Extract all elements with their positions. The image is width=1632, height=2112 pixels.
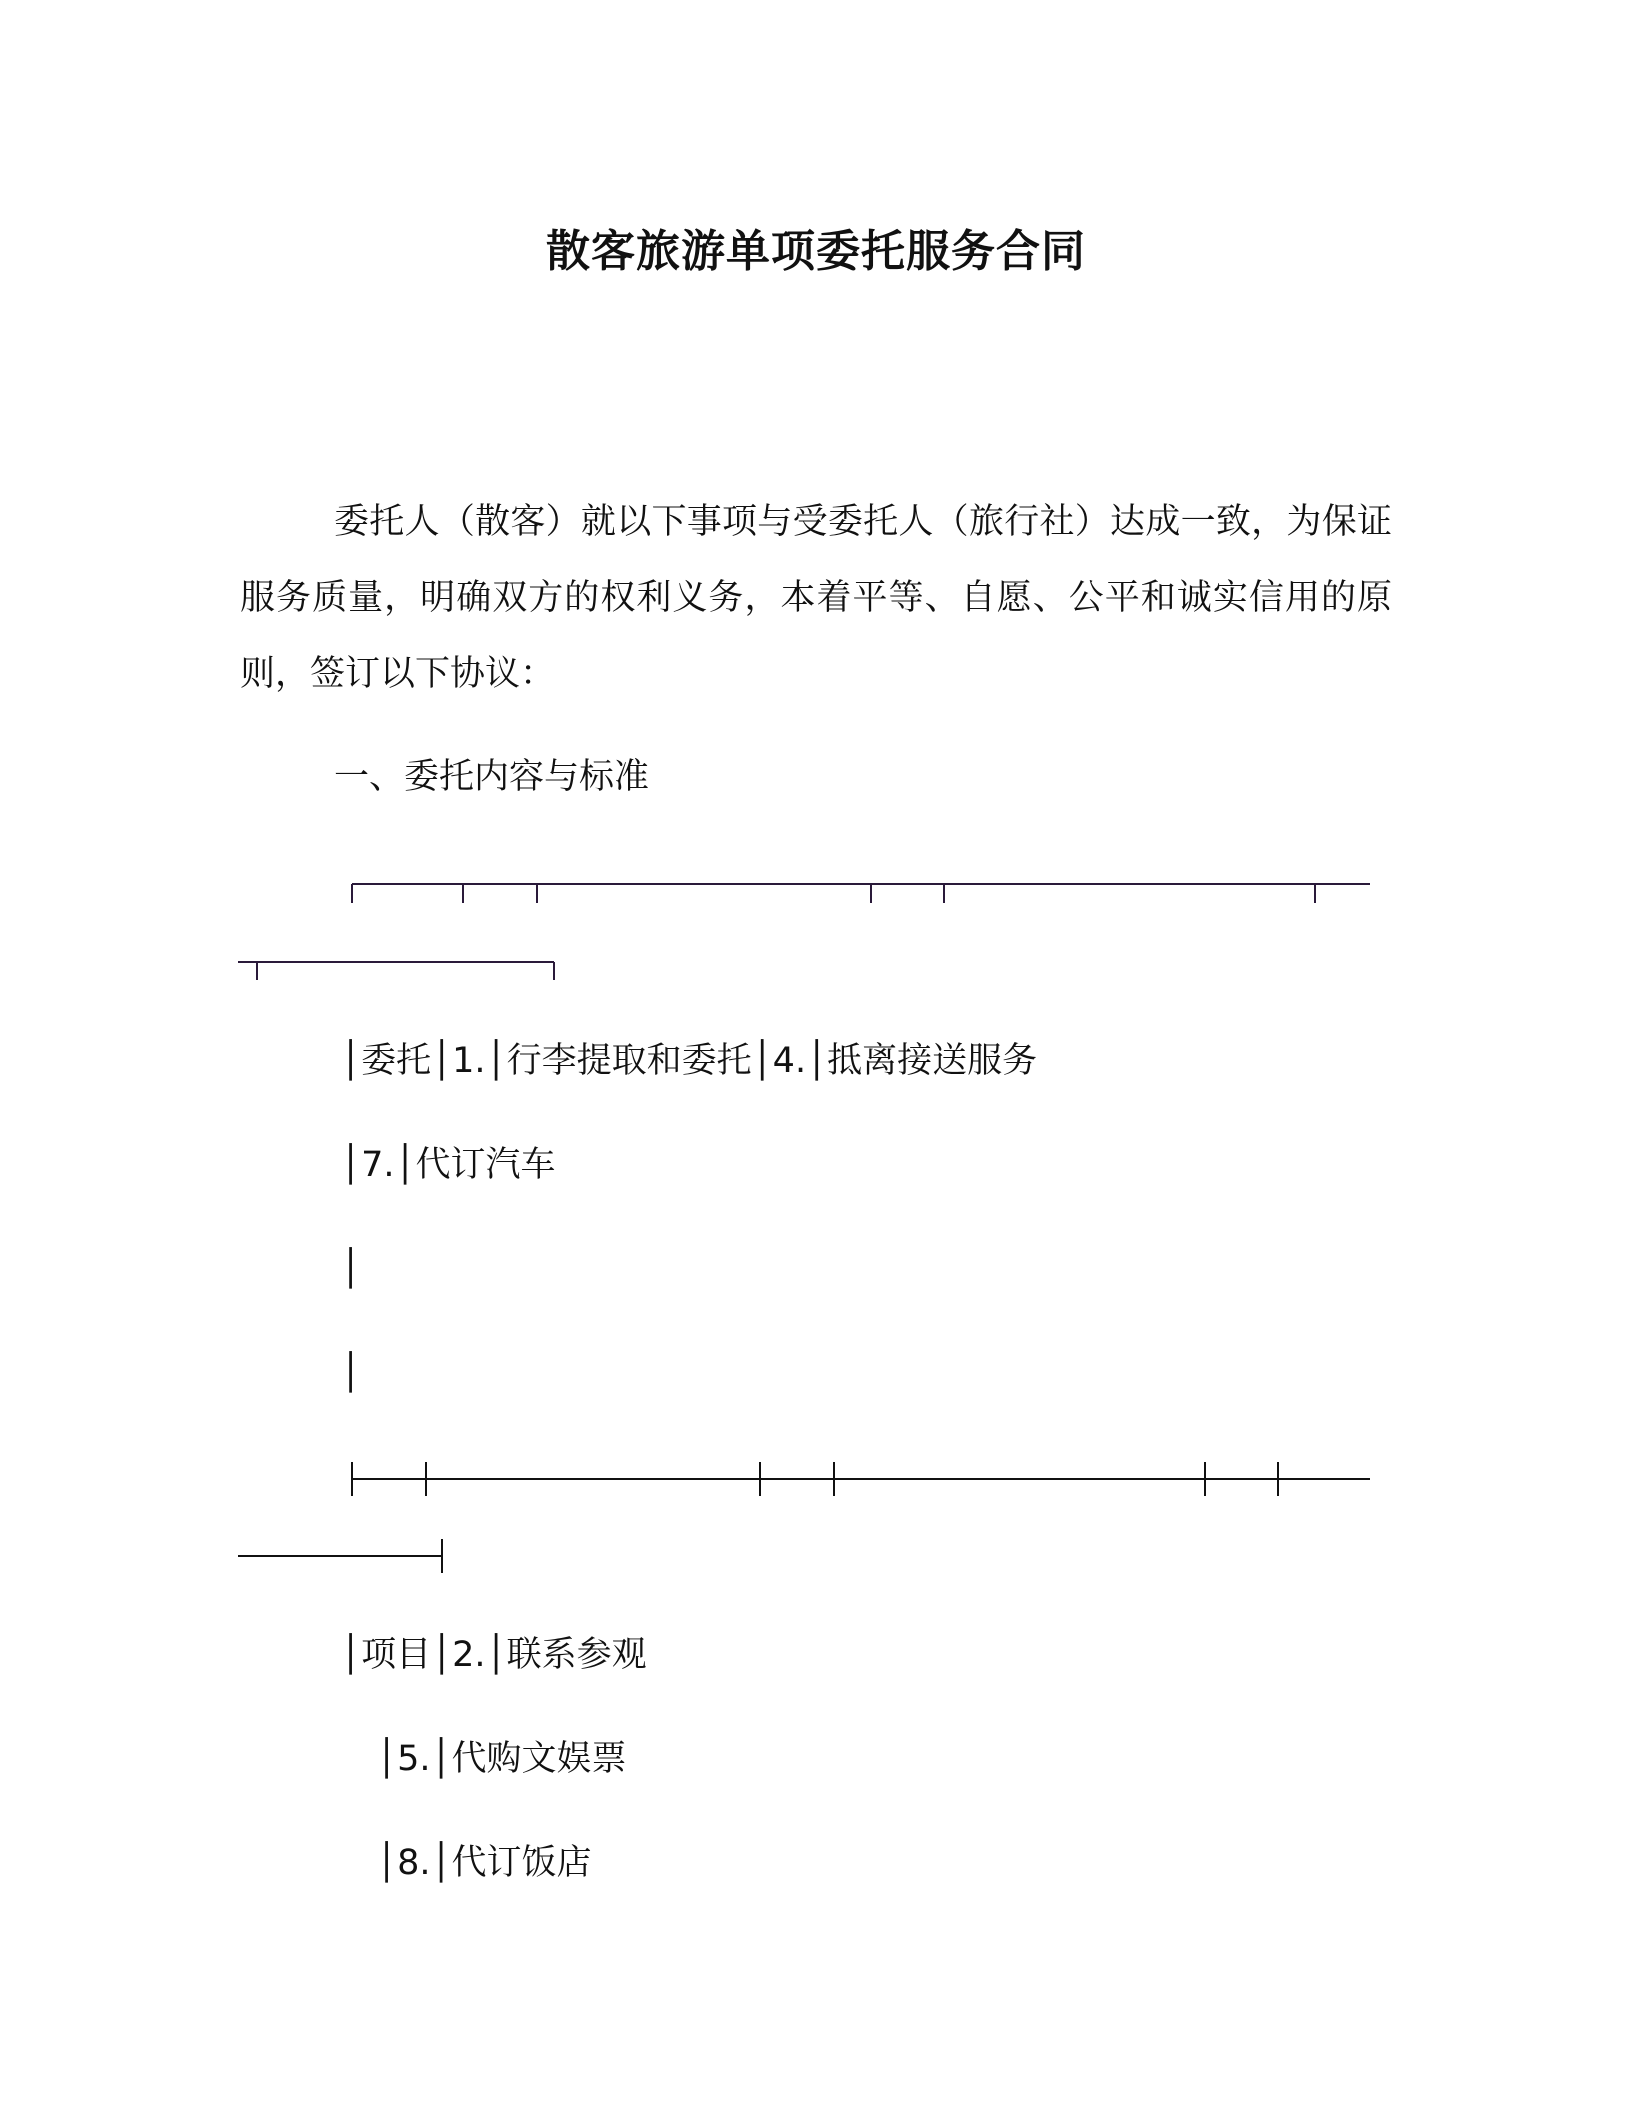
table-row: │委托│1.│行李提取和委托│4.│抵离接送服务 [340,1041,1038,1081]
table-row: │ [340,1353,362,1393]
document-title: 散客旅游单项委托服务合同 [546,226,1086,277]
intro-paragraph: 委托人（散客）就以下事项与受委托人（旅行社）达成一致，为保证服务质量，明确双方的权利义务，本着平等、自愿、公平和诚实信用的原则，签订以下协议： [240,502,1392,694]
table-row: │项目│2.│联系参观 [340,1635,647,1675]
table-row: │8.│代订饭店 [376,1843,592,1883]
table-row: │ [340,1249,362,1289]
section-heading: 一、委托内容与标准 [334,757,650,797]
table-row: │5.│代购文娱票 [376,1739,627,1779]
table-row: │7.│代订汽车 [340,1145,556,1185]
